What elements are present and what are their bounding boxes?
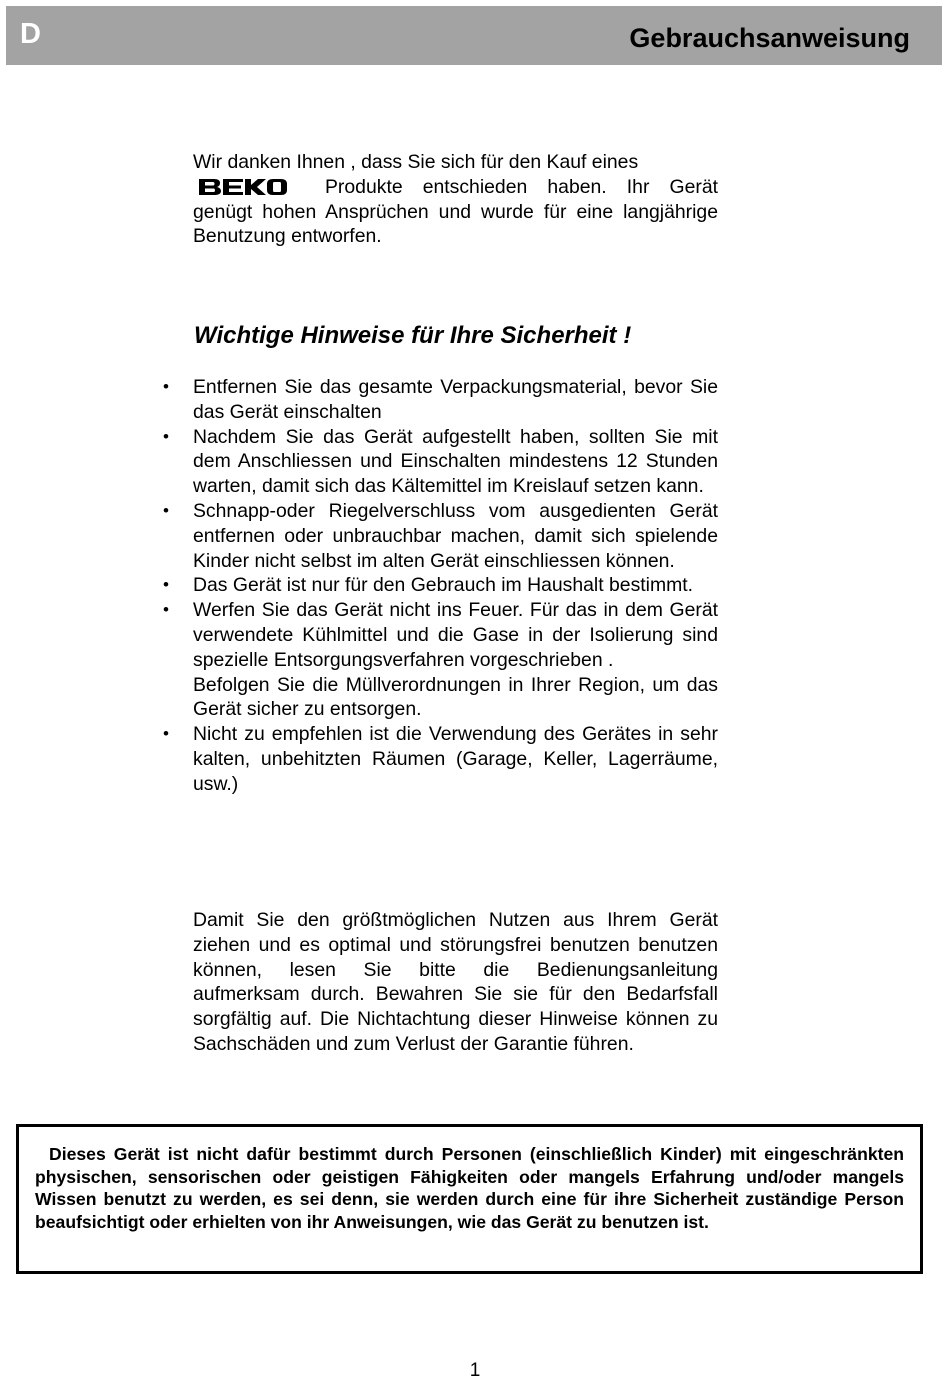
intro-paragraph bbox=[193, 150, 718, 249]
bullet-icon: • bbox=[163, 600, 169, 620]
list-item bbox=[163, 722, 718, 796]
bullet-icon: • bbox=[163, 724, 169, 744]
list-item-text: Schnapp-oder Riegelverschluss vom ausgedienten Gerät entfernen oder unbrauchbar machen, damit sich spielende Kinder nicht selbst im alten Gerät einschliessen können. bbox=[193, 499, 718, 572]
bullet-icon: • bbox=[163, 426, 169, 446]
safety-list bbox=[163, 375, 718, 797]
beko-logo-icon bbox=[199, 179, 287, 195]
list-item bbox=[163, 499, 718, 573]
intro-text-start: Wir danken Ihnen , dass Sie sich für den Kauf eines bbox=[193, 151, 639, 173]
list-item-text: Nachdem Sie das Gerät aufgestellt haben, sollten Sie mit dem Anschliessen und Einschalten mindestens 12 Stunden warten, damit sich das Kältemittel im Kreislauf setzen kann. bbox=[193, 425, 718, 498]
bullet-icon: • bbox=[163, 377, 169, 396]
closing-paragraph: Damit Sie den größtmöglichen Nutzen aus Ihrem Gerät ziehen und es optimal und störungsfrei benutzen benutzen können, lesen Sie bitte die Bedienungsanleitung aufmerksam durch. Bewahren Sie sie für den Bedarfsfall sorgfältig auf. Die Nichtachtung dieser Hinweise können zu Sachschäden und zum Verlust der Garantie führen. bbox=[193, 909, 718, 1055]
intro-text-end: Produkte entschieden haben. Ihr Gerät genügt hohen Ansprüchen und wurde für eine langjährige Benutzung entworfen. bbox=[193, 175, 718, 248]
list-item-text: Nicht zu empfehlen ist die Verwendung des Gerätes in sehr kalten, unbehitzten Räumen (Garage, Keller, Lagerräume, usw.) bbox=[193, 723, 718, 795]
list-item bbox=[163, 573, 718, 598]
list-item-text: Das Gerät ist nur für den Gebrauch im Haushalt bestimmt. bbox=[193, 574, 694, 597]
list-item-text: Entfernen Sie das gesamte Verpackungsmaterial, bevor Sie das Gerät einschalten bbox=[193, 376, 718, 423]
page-number: 1 bbox=[469, 1360, 481, 1381]
safety-heading: Wichtige Hinweise für Ihre Sicherheit ! bbox=[194, 322, 632, 349]
beko-logo bbox=[199, 179, 295, 195]
language-code: D bbox=[20, 18, 41, 50]
list-item bbox=[163, 375, 718, 425]
list-item bbox=[163, 425, 718, 499]
warning-notice-text: Dieses Gerät ist nicht dafür bestimmt durch Personen (einschließlich Kinder) mit eingeschränkten physischen, sensorischen oder geistigen Fähigkeiten oder mangels Erfahrung und/oder mangels Wissen benutzt zu werden, es sei denn, sie werden durch eine für ihre Sicherheit zuständige Person beaufsichtigt oder erhielten von ihr Anweisungen, wie das Gerät zu benutzen ist. bbox=[35, 1144, 904, 1232]
list-item-extra-text: Befolgen Sie die Müllverordnungen in Ihrer Region, um das Gerät sicher zu entsorgen. bbox=[193, 673, 718, 721]
page-header bbox=[6, 6, 942, 65]
bullet-icon: • bbox=[163, 575, 169, 595]
list-item bbox=[163, 598, 718, 722]
warning-notice-box bbox=[16, 1124, 923, 1274]
list-item-text: Werfen Sie das Gerät nicht ins Feuer. Für das in dem Gerät verwendete Kühlmittel und die Gase in der Isolierung sind spezielle Entsorgungsverfahren vorgeschrieben . bbox=[193, 599, 718, 671]
bullet-icon: • bbox=[163, 500, 169, 520]
document-title: Gebrauchsanweisung bbox=[629, 23, 910, 53]
